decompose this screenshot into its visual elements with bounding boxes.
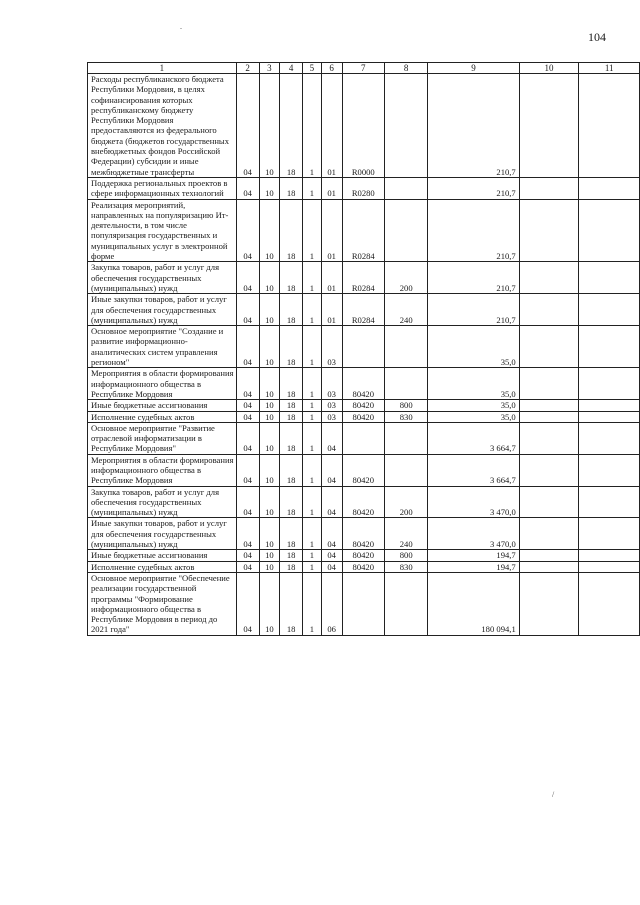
code-cell-7: R0000 — [342, 74, 385, 178]
code-cell-8: 200 — [385, 262, 428, 294]
amount-cell: 3 664,7 — [428, 422, 519, 454]
table-row — [88, 561, 640, 572]
column-header: 7 — [342, 63, 385, 74]
code-cell-2: 04 — [236, 177, 259, 199]
code-cell-11 — [579, 550, 640, 561]
amount-cell: 35,0 — [428, 326, 519, 368]
table-row — [88, 550, 640, 561]
code-cell-5: 1 — [303, 454, 322, 486]
code-cell-10 — [519, 550, 579, 561]
column-header: 6 — [321, 63, 342, 74]
code-cell-3: 10 — [259, 326, 280, 368]
code-cell-4: 18 — [280, 177, 303, 199]
code-cell-6: 06 — [321, 572, 342, 635]
row-name-cell: Мероприятия в области формирования информационного общества в Республике Мордовия — [88, 454, 237, 486]
code-cell-4: 18 — [280, 561, 303, 572]
code-cell-4: 18 — [280, 518, 303, 550]
code-cell-4: 18 — [280, 74, 303, 178]
row-name-cell: Иные бюджетные ассигнования — [88, 400, 237, 411]
column-header: 3 — [259, 63, 280, 74]
code-cell-7: 80420 — [342, 411, 385, 422]
code-cell-10 — [519, 561, 579, 572]
code-cell-5: 1 — [303, 550, 322, 561]
code-cell-7: 80420 — [342, 561, 385, 572]
amount-cell: 210,7 — [428, 294, 519, 326]
code-cell-5: 1 — [303, 262, 322, 294]
code-cell-8 — [385, 422, 428, 454]
code-cell-2: 04 — [236, 454, 259, 486]
code-cell-4: 18 — [280, 199, 303, 262]
code-cell-11 — [579, 294, 640, 326]
table-row — [88, 422, 640, 454]
code-cell-5: 1 — [303, 411, 322, 422]
table-row — [88, 454, 640, 486]
code-cell-6: 01 — [321, 74, 342, 178]
code-cell-6: 04 — [321, 518, 342, 550]
code-cell-3: 10 — [259, 177, 280, 199]
code-cell-5: 1 — [303, 572, 322, 635]
amount-cell: 3 664,7 — [428, 454, 519, 486]
code-cell-5: 1 — [303, 199, 322, 262]
code-cell-10 — [519, 326, 579, 368]
code-cell-10 — [519, 454, 579, 486]
code-cell-7: 80420 — [342, 454, 385, 486]
code-cell-11 — [579, 518, 640, 550]
table-row — [88, 572, 640, 635]
code-cell-7: R0280 — [342, 177, 385, 199]
code-cell-8: 800 — [385, 550, 428, 561]
code-cell-8: 830 — [385, 561, 428, 572]
code-cell-5: 1 — [303, 400, 322, 411]
table-row — [88, 400, 640, 411]
table-row — [88, 74, 640, 178]
code-cell-11 — [579, 411, 640, 422]
code-cell-3: 10 — [259, 486, 280, 518]
amount-cell: 210,7 — [428, 177, 519, 199]
table-row — [88, 326, 640, 368]
code-cell-6: 03 — [321, 326, 342, 368]
code-cell-7: 80420 — [342, 400, 385, 411]
code-cell-11 — [579, 326, 640, 368]
row-name-cell: Исполнение судебных актов — [88, 561, 237, 572]
code-cell-4: 18 — [280, 572, 303, 635]
code-cell-10 — [519, 177, 579, 199]
code-cell-4: 18 — [280, 294, 303, 326]
code-cell-3: 10 — [259, 368, 280, 400]
column-header: 2 — [236, 63, 259, 74]
code-cell-2: 04 — [236, 422, 259, 454]
code-cell-10 — [519, 368, 579, 400]
code-cell-6: 04 — [321, 422, 342, 454]
code-cell-3: 10 — [259, 422, 280, 454]
column-header: 10 — [519, 63, 579, 74]
code-cell-10 — [519, 486, 579, 518]
code-cell-2: 04 — [236, 368, 259, 400]
table-row — [88, 177, 640, 199]
code-cell-6: 01 — [321, 262, 342, 294]
code-cell-6: 04 — [321, 486, 342, 518]
code-cell-6: 03 — [321, 400, 342, 411]
code-cell-2: 04 — [236, 572, 259, 635]
code-cell-10 — [519, 422, 579, 454]
code-cell-7: 80420 — [342, 368, 385, 400]
code-cell-6: 04 — [321, 454, 342, 486]
code-cell-8: 800 — [385, 400, 428, 411]
code-cell-11 — [579, 74, 640, 178]
row-name-cell: Основное мероприятие "Развитие отраслевой информатизации в Республике Мордовия" — [88, 422, 237, 454]
code-cell-4: 18 — [280, 550, 303, 561]
code-cell-8 — [385, 454, 428, 486]
code-cell-11 — [579, 422, 640, 454]
code-cell-3: 10 — [259, 199, 280, 262]
code-cell-8: 240 — [385, 294, 428, 326]
amount-cell: 35,0 — [428, 400, 519, 411]
code-cell-10 — [519, 294, 579, 326]
code-cell-10 — [519, 518, 579, 550]
code-cell-10 — [519, 411, 579, 422]
scan-mark: / — [552, 790, 555, 799]
table-row — [88, 199, 640, 262]
amount-cell: 194,7 — [428, 550, 519, 561]
budget-table — [87, 62, 640, 636]
code-cell-2: 04 — [236, 561, 259, 572]
row-name-cell: Основное мероприятие "Обеспечение реализации государственной программы "Формирование информационного общества в Республике Мордовия в период до 2021 года" — [88, 572, 237, 635]
code-cell-8: 200 — [385, 486, 428, 518]
code-cell-3: 10 — [259, 74, 280, 178]
table-row — [88, 411, 640, 422]
code-cell-6: 04 — [321, 561, 342, 572]
code-cell-10 — [519, 262, 579, 294]
row-name-cell: Исполнение судебных актов — [88, 411, 237, 422]
code-cell-3: 10 — [259, 550, 280, 561]
code-cell-8 — [385, 74, 428, 178]
code-cell-5: 1 — [303, 326, 322, 368]
code-cell-2: 04 — [236, 518, 259, 550]
code-cell-7 — [342, 422, 385, 454]
code-cell-4: 18 — [280, 326, 303, 368]
row-name-cell: Мероприятия в области формирования информационного общества в Республике Мордовия — [88, 368, 237, 400]
code-cell-3: 10 — [259, 400, 280, 411]
code-cell-2: 04 — [236, 550, 259, 561]
code-cell-7: R0284 — [342, 294, 385, 326]
code-cell-2: 04 — [236, 262, 259, 294]
code-cell-11 — [579, 400, 640, 411]
code-cell-7: R0284 — [342, 199, 385, 262]
code-cell-11 — [579, 177, 640, 199]
code-cell-4: 18 — [280, 411, 303, 422]
code-cell-8 — [385, 177, 428, 199]
row-name-cell: Реализация мероприятий, направленных на популяризацию Ит-деятельности, в том числе популяризация государственных и муниципальных услуг в электронной форме — [88, 199, 237, 262]
code-cell-5: 1 — [303, 561, 322, 572]
code-cell-6: 01 — [321, 177, 342, 199]
amount-cell: 3 470,0 — [428, 518, 519, 550]
column-header: 4 — [280, 63, 303, 74]
code-cell-6: 01 — [321, 199, 342, 262]
amount-cell: 3 470,0 — [428, 486, 519, 518]
code-cell-7: R0284 — [342, 262, 385, 294]
table-row — [88, 368, 640, 400]
row-name-cell: Основное мероприятие "Создание и развитие информационно-аналитических систем управления регионом" — [88, 326, 237, 368]
code-cell-11 — [579, 199, 640, 262]
code-cell-7: 80420 — [342, 486, 385, 518]
column-header: 9 — [428, 63, 519, 74]
amount-cell: 35,0 — [428, 368, 519, 400]
code-cell-11 — [579, 572, 640, 635]
row-name-cell: Поддержка региональных проектов в сфере информационных технологий — [88, 177, 237, 199]
code-cell-11 — [579, 486, 640, 518]
code-cell-7: 80420 — [342, 518, 385, 550]
code-cell-8 — [385, 326, 428, 368]
code-cell-3: 10 — [259, 518, 280, 550]
row-name-cell: Закупка товаров, работ и услуг для обеспечения государственных (муниципальных) нужд — [88, 262, 237, 294]
code-cell-3: 10 — [259, 294, 280, 326]
code-cell-8: 240 — [385, 518, 428, 550]
code-cell-2: 04 — [236, 199, 259, 262]
code-cell-8 — [385, 572, 428, 635]
code-cell-7 — [342, 326, 385, 368]
row-name-cell: Закупка товаров, работ и услуг для обеспечения государственных (муниципальных) нужд — [88, 486, 237, 518]
table-header-row — [88, 63, 640, 74]
code-cell-2: 04 — [236, 74, 259, 178]
row-name-cell: Расходы республиканского бюджета Республики Мордовия, в целях софинансирования которых республиканскому бюджету Республики Мордовия предоставляются из федерального бюджета (бюджетов государственных внебюджетных фондов Российской Федерации) субсидии и иные межбюджетные трансферты — [88, 74, 237, 178]
code-cell-3: 10 — [259, 411, 280, 422]
table-row — [88, 518, 640, 550]
scan-mark: . — [180, 22, 182, 31]
code-cell-5: 1 — [303, 368, 322, 400]
row-name-cell: Иные закупки товаров, работ и услуг для обеспечения государственных (муниципальных) нужд — [88, 294, 237, 326]
amount-cell: 210,7 — [428, 74, 519, 178]
table-row — [88, 262, 640, 294]
column-header: 8 — [385, 63, 428, 74]
code-cell-5: 1 — [303, 422, 322, 454]
code-cell-5: 1 — [303, 74, 322, 178]
code-cell-8 — [385, 199, 428, 262]
code-cell-4: 18 — [280, 486, 303, 518]
row-name-cell: Иные бюджетные ассигнования — [88, 550, 237, 561]
table-row — [88, 294, 640, 326]
code-cell-2: 04 — [236, 411, 259, 422]
code-cell-3: 10 — [259, 454, 280, 486]
amount-cell: 194,7 — [428, 561, 519, 572]
code-cell-8: 830 — [385, 411, 428, 422]
amount-cell: 35,0 — [428, 411, 519, 422]
column-header: 1 — [88, 63, 237, 74]
amount-cell: 210,7 — [428, 199, 519, 262]
code-cell-4: 18 — [280, 368, 303, 400]
row-name-cell: Иные закупки товаров, работ и услуг для обеспечения государственных (муниципальных) нужд — [88, 518, 237, 550]
code-cell-11 — [579, 561, 640, 572]
code-cell-7: 80420 — [342, 550, 385, 561]
code-cell-8 — [385, 368, 428, 400]
code-cell-4: 18 — [280, 262, 303, 294]
code-cell-11 — [579, 368, 640, 400]
code-cell-3: 10 — [259, 561, 280, 572]
code-cell-5: 1 — [303, 518, 322, 550]
page-number: 104 — [588, 30, 606, 44]
code-cell-6: 03 — [321, 411, 342, 422]
code-cell-4: 18 — [280, 422, 303, 454]
code-cell-2: 04 — [236, 400, 259, 411]
column-header: 11 — [579, 63, 640, 74]
amount-cell: 210,7 — [428, 262, 519, 294]
code-cell-2: 04 — [236, 294, 259, 326]
amount-cell: 180 094,1 — [428, 572, 519, 635]
code-cell-10 — [519, 74, 579, 178]
code-cell-6: 04 — [321, 550, 342, 561]
code-cell-5: 1 — [303, 486, 322, 518]
code-cell-6: 03 — [321, 368, 342, 400]
code-cell-6: 01 — [321, 294, 342, 326]
code-cell-10 — [519, 199, 579, 262]
code-cell-10 — [519, 572, 579, 635]
code-cell-10 — [519, 400, 579, 411]
code-cell-3: 10 — [259, 262, 280, 294]
code-cell-7 — [342, 572, 385, 635]
code-cell-11 — [579, 262, 640, 294]
code-cell-4: 18 — [280, 400, 303, 411]
code-cell-4: 18 — [280, 454, 303, 486]
code-cell-2: 04 — [236, 486, 259, 518]
table-row — [88, 486, 640, 518]
code-cell-5: 1 — [303, 177, 322, 199]
code-cell-2: 04 — [236, 326, 259, 368]
code-cell-5: 1 — [303, 294, 322, 326]
column-header: 5 — [303, 63, 322, 74]
code-cell-11 — [579, 454, 640, 486]
code-cell-3: 10 — [259, 572, 280, 635]
